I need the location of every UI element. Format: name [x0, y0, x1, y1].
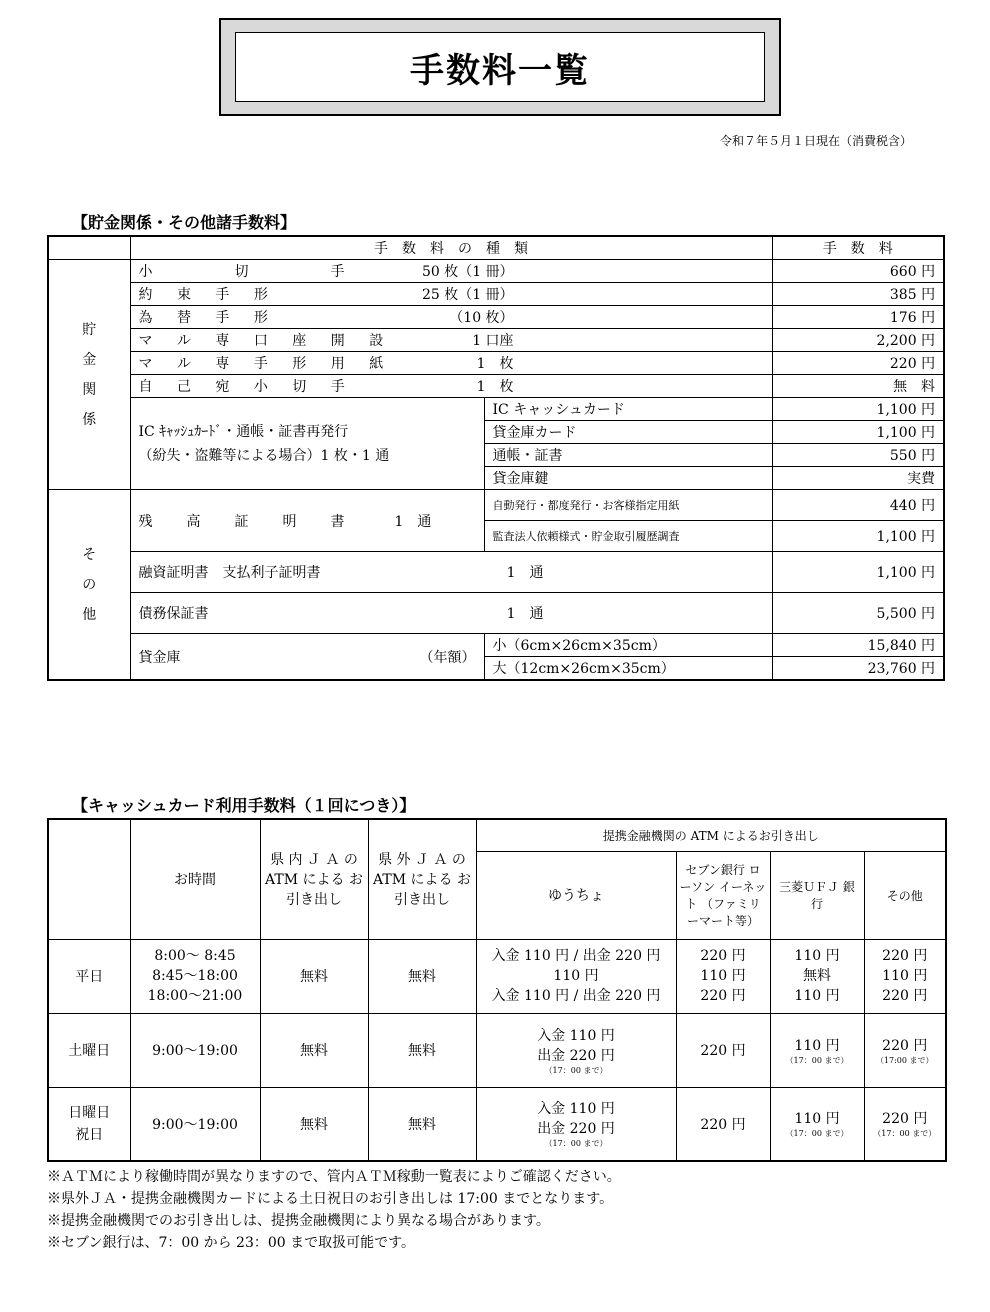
table-row: 大（12cm×26cm×35cm） 23,760 円 [48, 657, 944, 681]
title-frame [219, 18, 781, 116]
row-holiday: 日曜日 祝日 9:00〜19:00 無料 無料 入金 110 円 出金 220 円 （17：00 まで） 220 円 110 円 （17：00 まで） 220 円 （17：00 まで） [48, 1087, 946, 1161]
table-row: IC ｷｬｯｼｭｶｰﾄﾞ・通帳・証書再発行 （紛失・盗難等による場合）1 枚・1 通 IC キャッシュカード 1,100 円 [48, 398, 944, 421]
table-row: マ ル 専 口 座 開 設 1 口座 2,200 円 [48, 329, 944, 352]
table-row: 自 己 宛 小 切 手 1 枚 無 料 [48, 375, 944, 398]
notes [47, 1166, 621, 1254]
table-row: 貸金庫カード 1,100 円 [48, 421, 944, 444]
col-fee-header: 手 数 料 [772, 236, 944, 260]
header-mufg: 三菱ＵＦＪ 銀行 [770, 851, 864, 939]
title-panel [235, 32, 765, 102]
note-item: ※提携金融機関でのお引き出しは、提携金融機関により異なる場合があります。 [47, 1213, 550, 1229]
date-note: 令和７年５月１日現在（消費税含） [719, 134, 912, 148]
header-seven: セブン銀行 ローソン イーネット （ファミリーマート等） [676, 851, 770, 939]
table-row: 貸金庫 （年額） 小（6cm×26cm×35cm） 15,840 円 [48, 634, 944, 657]
col-type-header: 手 数 料 の 種 類 [130, 236, 772, 260]
header-time: お時間 [130, 819, 260, 939]
header-in-pref: 県 内 Ｊ Ａ の ATM による お引き出し [260, 819, 368, 939]
fee-table-header [48, 236, 944, 260]
fee-table [47, 235, 945, 681]
table-row: 為 替 手 形 （10 枚） 176 円 [48, 306, 944, 329]
header-other: その他 [864, 851, 946, 939]
header-out-pref: 県 外 Ｊ Ａ の ATM による お引き出し [368, 819, 476, 939]
row-saturday: 土曜日 9:00〜19:00 無料 無料 入金 110 円 出金 220 円 （17：00 まで） 220 円 110 円 （17：00 まで） 220 円 （17:00 まで） [48, 1013, 946, 1087]
table-row: 貯 金 関 係 小 切 手 50 枚（1 冊） 660 円 [48, 260, 944, 283]
row-weekday: 平日 8:00〜 8:45 8:45〜18:00 18:00〜21:00 無料 無料 入金 110 円 / 出金 220 円 110 円 入金 110 円 / 出金 220 円 220 円 110 円 220 円 110 円 無料 110 円 220 円 110 円 220 円 [48, 939, 946, 1013]
note-item: ※セブン銀行は、7：00 から 23：00 まで取扱可能です。 [47, 1235, 416, 1251]
table-row: 監査法人依頼様式・貯金取引履歴調査 1,100 円 [48, 521, 944, 552]
table-row: 債務保証書 1 通 5,500 円 [48, 593, 944, 634]
header-partner: 提携金融機関の ATM によるお引き出し [476, 819, 946, 851]
table-row: 貸金庫鍵 実費 [48, 467, 944, 490]
table-row: そ の 他 残 高 証 明 書 1 通 自動発行・都度発行・お客様指定用紙 440 円 [48, 490, 944, 521]
table-row: 融資証明書 支払利子証明書 1 通 1,100 円 [48, 552, 944, 593]
cashcard-header-row [48, 819, 946, 851]
table-row: 約 束 手 形 25 枚（1 冊） 385 円 [48, 283, 944, 306]
category-savings: 貯 金 関 係 [48, 260, 130, 490]
table-row: 通帳・証書 550 円 [48, 444, 944, 467]
section2-heading: 【キャッシュカード利用手数料（１回につき）】 [72, 796, 416, 815]
section1-heading: 【貯金関係・その他諸手数料】 [72, 213, 297, 232]
page-title: 手数料一覧 [410, 50, 590, 91]
note-item: ※ＡＴＭにより稼働時間が異なりますので、管内ＡＴＭ稼動一覧表によりご確認ください。 [47, 1169, 621, 1185]
reissue-label: IC ｷｬｯｼｭｶｰﾄﾞ・通帳・証書再発行 （紛失・盗難等による場合）1 枚・1 通 [130, 398, 484, 490]
header-yucho: ゆうちょ [476, 851, 676, 939]
category-other: そ の 他 [48, 490, 130, 681]
cashcard-fee-table [47, 818, 947, 1162]
table-row: マ ル 専 手 形 用 紙 1 枚 220 円 [48, 352, 944, 375]
note-item: ※県外ＪＡ・提携金融機関カードによる土日祝日のお引き出しは 17:00 までとなります。 [47, 1191, 614, 1207]
